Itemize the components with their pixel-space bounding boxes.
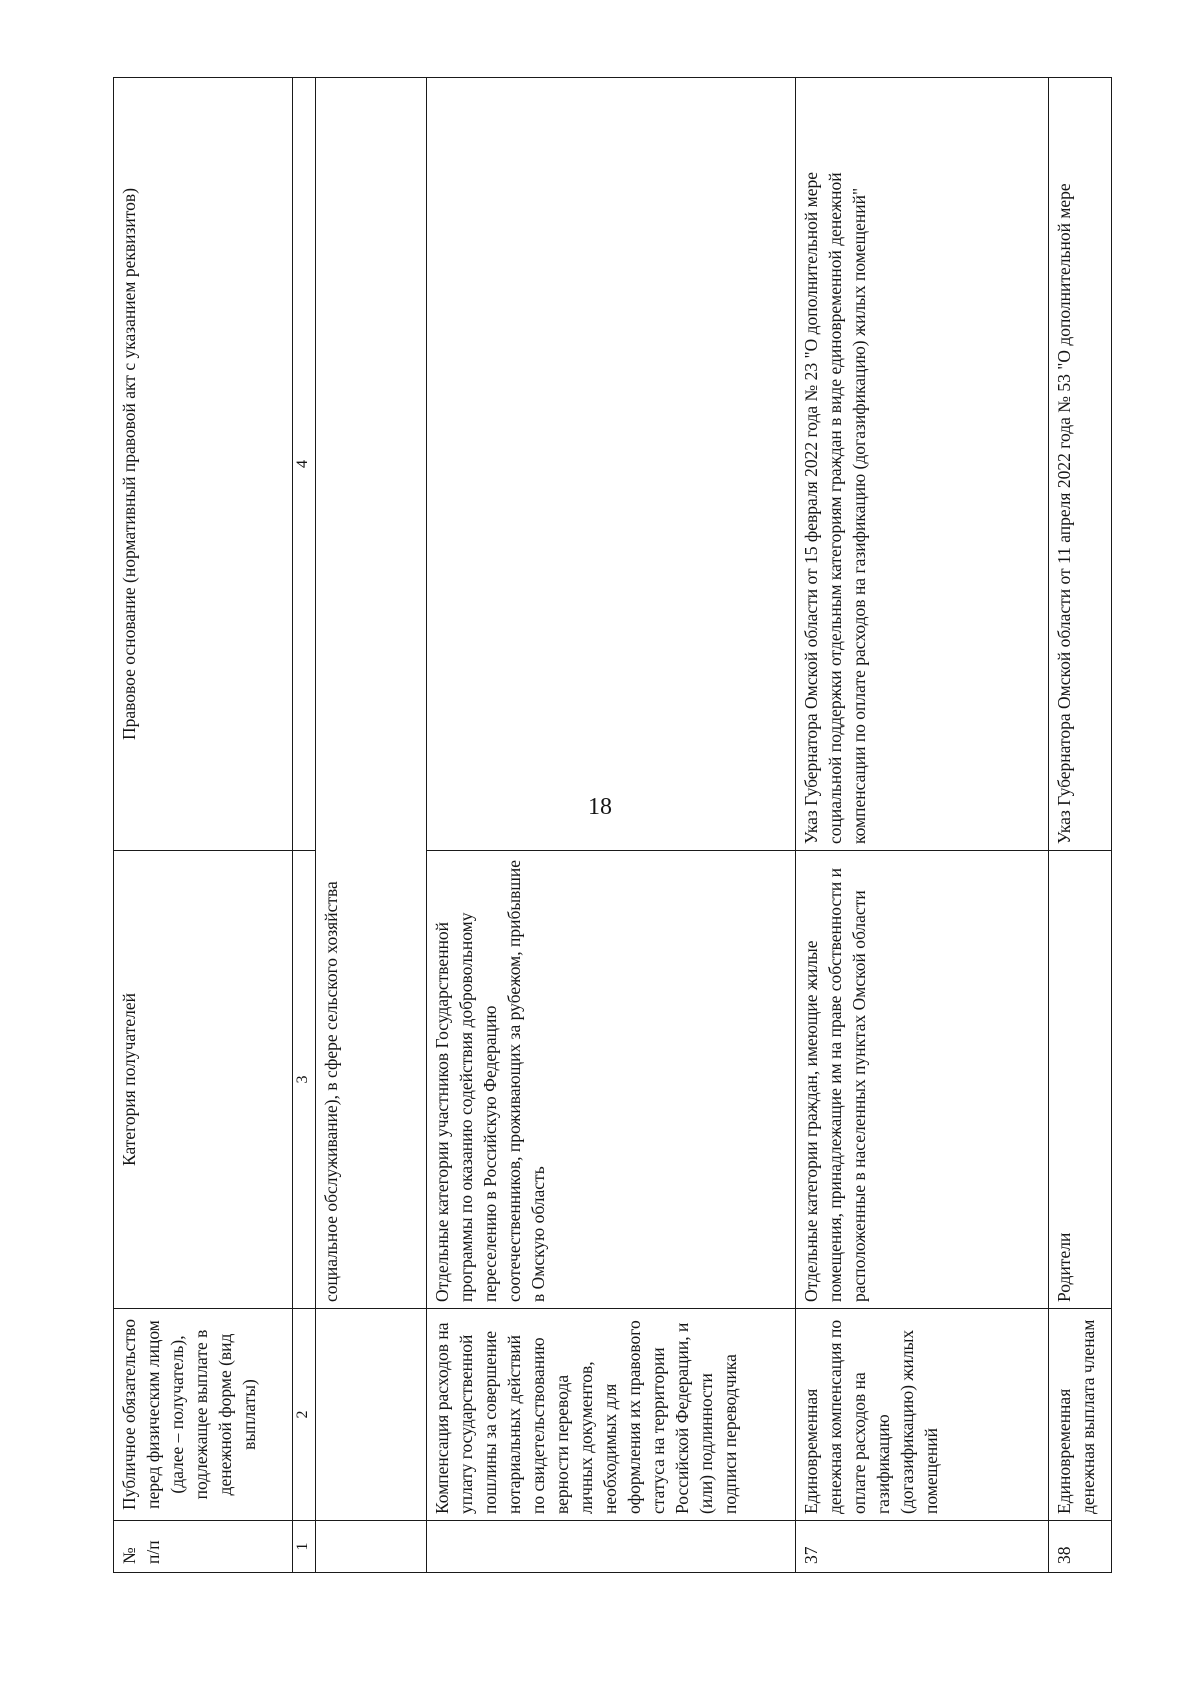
- table-row-continuation: [316, 78, 427, 1573]
- header-col-category: Категория получателей: [114, 851, 293, 1309]
- payment-type: Компенсация расходов на уплату государственной пошлины за совершение нотариальных действий по свидетельствованию верности перевода личных документов, необходимых для оформления их правового статуса на территории Российской Федерации, и (или) подлинности подписи переводчика: [427, 1309, 796, 1521]
- legal-basis: [427, 78, 796, 851]
- legal-basis: Указ Губернатора Омской области от 11 апреля 2022 года № 53 "О дополнительной мере: [1049, 78, 1112, 851]
- recipient-category: Отдельные категории граждан, имеющие жилые помещения, принадлежащие им на праве собственности и расположенные в населенных пунктах Омской области: [796, 851, 1049, 1309]
- column-number-2: 2: [293, 1309, 316, 1521]
- payment-type: Единовременная денежная компенсация по оплате расходов на газификацию (догазификацию) жилых помещений: [796, 1309, 1049, 1521]
- cell-empty: [316, 1521, 427, 1573]
- header-col-number: № п/п: [114, 1521, 293, 1573]
- table-row: [796, 78, 1049, 1573]
- legal-basis: Указ Губернатора Омской области от 15 февраля 2022 года № 23 "О дополнительной мере социальной поддержки отдельным категориям граждан в виде единовременной денежной компенсации по оплате расходов на газификацию (догазификацию) жилых помещений": [796, 78, 1049, 851]
- payment-type: Единовременная денежная выплата членам: [1049, 1309, 1112, 1521]
- continuation-text: социальное обслуживание), в сфере сельского хозяйства: [316, 78, 427, 1309]
- table-row: [427, 78, 796, 1573]
- table-row: [1049, 78, 1112, 1573]
- column-number-1: 1: [293, 1521, 316, 1573]
- header-col-legal: Правовое основание (нормативный правовой акт с указанием реквизитов): [114, 78, 293, 851]
- row-number: [427, 1521, 796, 1573]
- header-col-payment: Публичное обязательство перед физическим лицом (далее – получатель), подлежащее выплате в денежной форме (вид выплаты): [114, 1309, 293, 1521]
- recipient-category: Отдельные категории участников Государственной программы по оказанию содействия добровольному переселению в Российскую Федерацию соотечественников, проживающих за рубежом, прибывшие в Омскую область: [427, 851, 796, 1309]
- payments-table: [113, 77, 1112, 1573]
- cell-empty: [316, 1309, 427, 1521]
- table-header-row: [114, 78, 293, 1573]
- column-number-3: 3: [293, 851, 316, 1309]
- rotated-table-wrapper: [113, 78, 1098, 1573]
- row-number: 38: [1049, 1521, 1112, 1573]
- recipient-category: Родители: [1049, 851, 1112, 1309]
- column-number-4: 4: [293, 78, 316, 851]
- row-number: 37: [796, 1521, 1049, 1573]
- column-number-row: [293, 78, 316, 1573]
- page-number: 18: [588, 794, 612, 820]
